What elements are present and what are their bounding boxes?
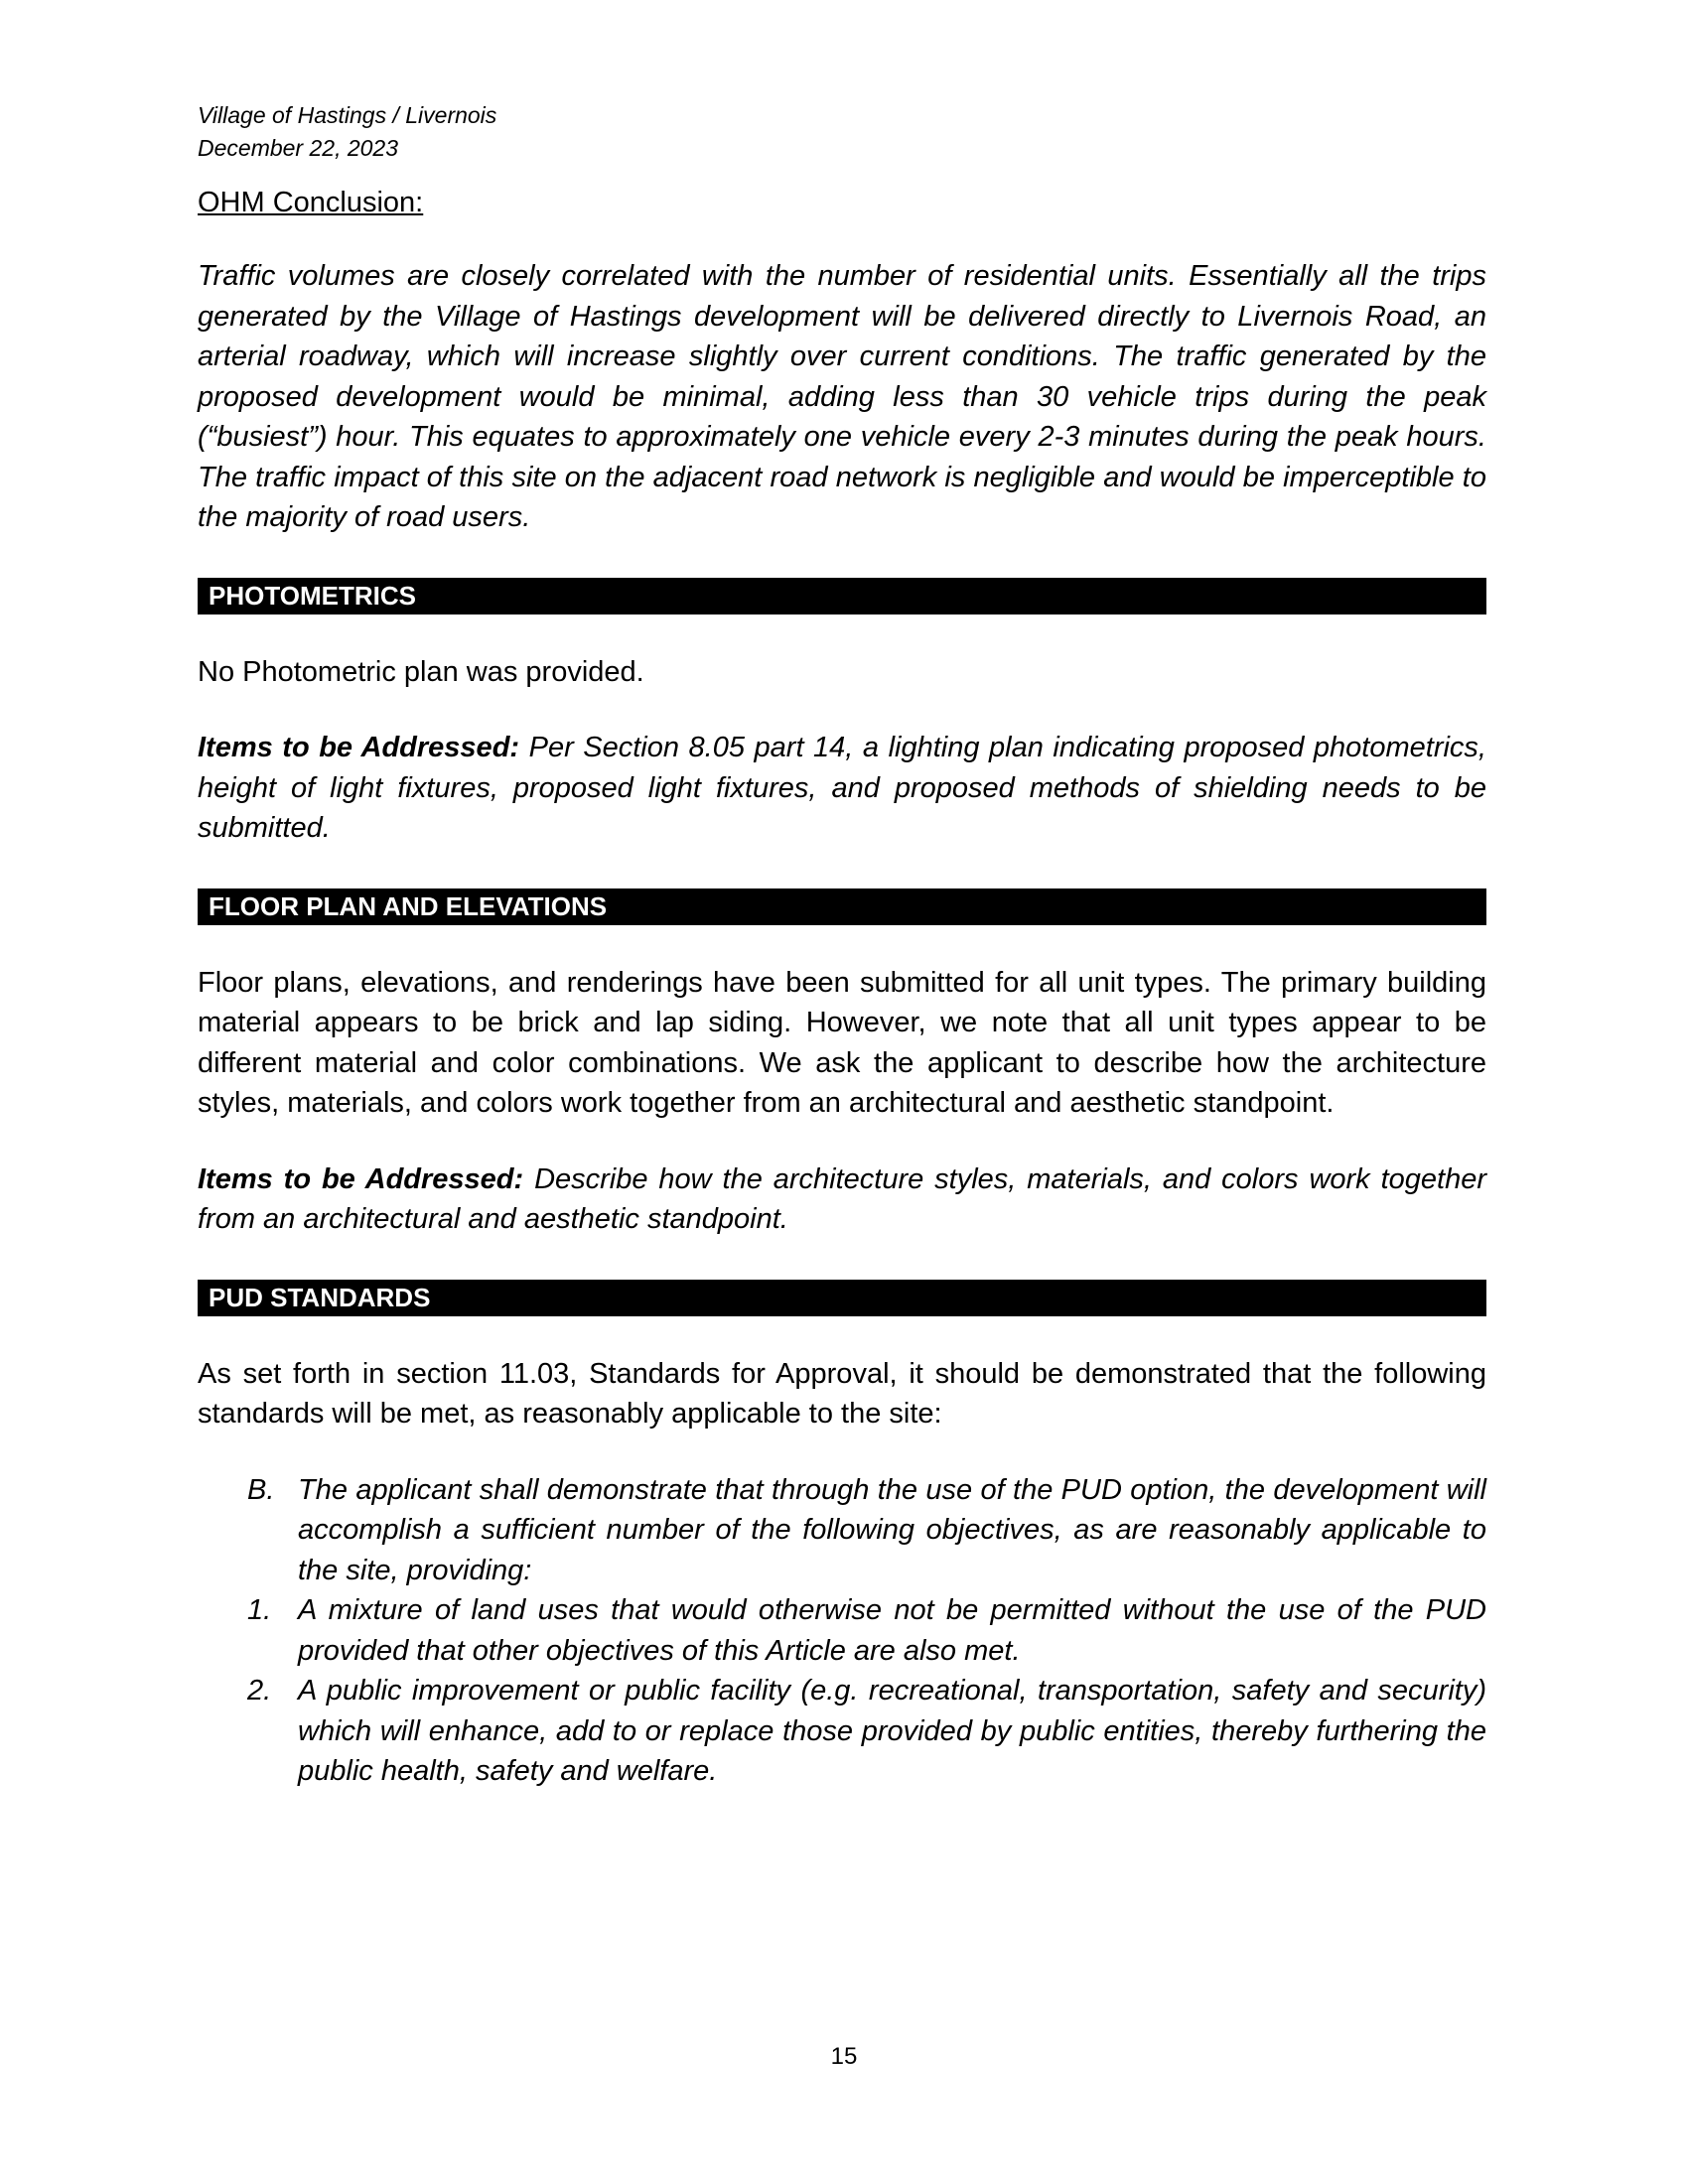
photometrics-section-header: PHOTOMETRICS <box>198 578 1486 614</box>
photometrics-items-to-address <box>198 728 1486 849</box>
pud-standards-intro: As set forth in section 11.03, Standards for Approval, it should be demonstrated that the following standards will be met, as reasonably applicable to the site: <box>198 1357 1486 1430</box>
header-project-name: Village of Hastings / Livernois <box>198 102 497 128</box>
page-number: 15 <box>830 2043 858 2070</box>
list-item-text: A public improvement or public facility (e.g. recreational, transportation, safety and security) which will enhance, add to or replace those provided by public entities, thereby furthering the public health, safety and welfare. <box>298 1675 1486 1787</box>
list-marker: B. <box>247 1473 275 1506</box>
list-marker: 1. <box>247 1594 272 1626</box>
header-date: December 22, 2023 <box>198 135 399 161</box>
list-item <box>198 1470 1486 1591</box>
ohm-conclusion-heading: OHM Conclusion: <box>198 187 424 218</box>
floor-plan-text: Floor plans, elevations, and renderings have been submitted for all unit types. The primary building material appears to be brick and lap siding. However, we note that all unit types appear to be different material and color combinations. We ask the applicant to describe how the architecture styles, materials, and colors work together from an architectural and aesthetic standpoint. <box>198 966 1486 1119</box>
list-item <box>198 1671 1486 1792</box>
floor-plan-section-header: FLOOR PLAN AND ELEVATIONS <box>198 888 1486 925</box>
document-page <box>198 99 1486 1792</box>
ohm-conclusion-text: Traffic volumes are closely correlated with the number of residential units. Essentially all the trips generated by the Village of Hastings development will be delivered directly to Livernois Road, an arterial roadway, which will increase slightly over current conditions. The traffic generated by the proposed development would be minimal, adding less than 30 vehicle trips during the peak (“busiest”) hour. This equates to approximately one vehicle every 2-3 minutes during the peak hours. The traffic impact of this site on the adjacent road network is negligible and would be imperceptible to the majority of road users. <box>198 260 1486 533</box>
items-text: Per Section 8.05 part 14, a lighting plan indicating proposed photometrics, height of light fixtures, proposed light fixtures, and proposed methods of shielding needs to be submitted. <box>198 732 1486 844</box>
floor-plan-items-to-address <box>198 1160 1486 1240</box>
pud-standards-list <box>198 1470 1486 1792</box>
items-label: Items to be Addressed: <box>198 732 520 763</box>
list-item <box>198 1590 1486 1671</box>
items-label: Items to be Addressed: <box>198 1162 524 1195</box>
photometrics-text: No Photometric plan was provided. <box>198 655 644 688</box>
list-item-text: A mixture of land uses that would otherwise not be permitted without the use of the PUD provided that other objectives of this Article are also met. <box>298 1594 1486 1667</box>
list-marker: 2. <box>247 1675 272 1706</box>
list-item-text: The applicant shall demonstrate that through the use of the PUD option, the development will accomplish a sufficient number of the following objectives, as are reasonably applicable to the site, providing: <box>298 1473 1486 1586</box>
document-header <box>198 99 1486 165</box>
items-text: Describe how the architecture styles, materials, and colors work together from an architectural and aesthetic standpoint. <box>198 1162 1487 1235</box>
pud-standards-section-header: PUD STANDARDS <box>198 1280 1486 1316</box>
